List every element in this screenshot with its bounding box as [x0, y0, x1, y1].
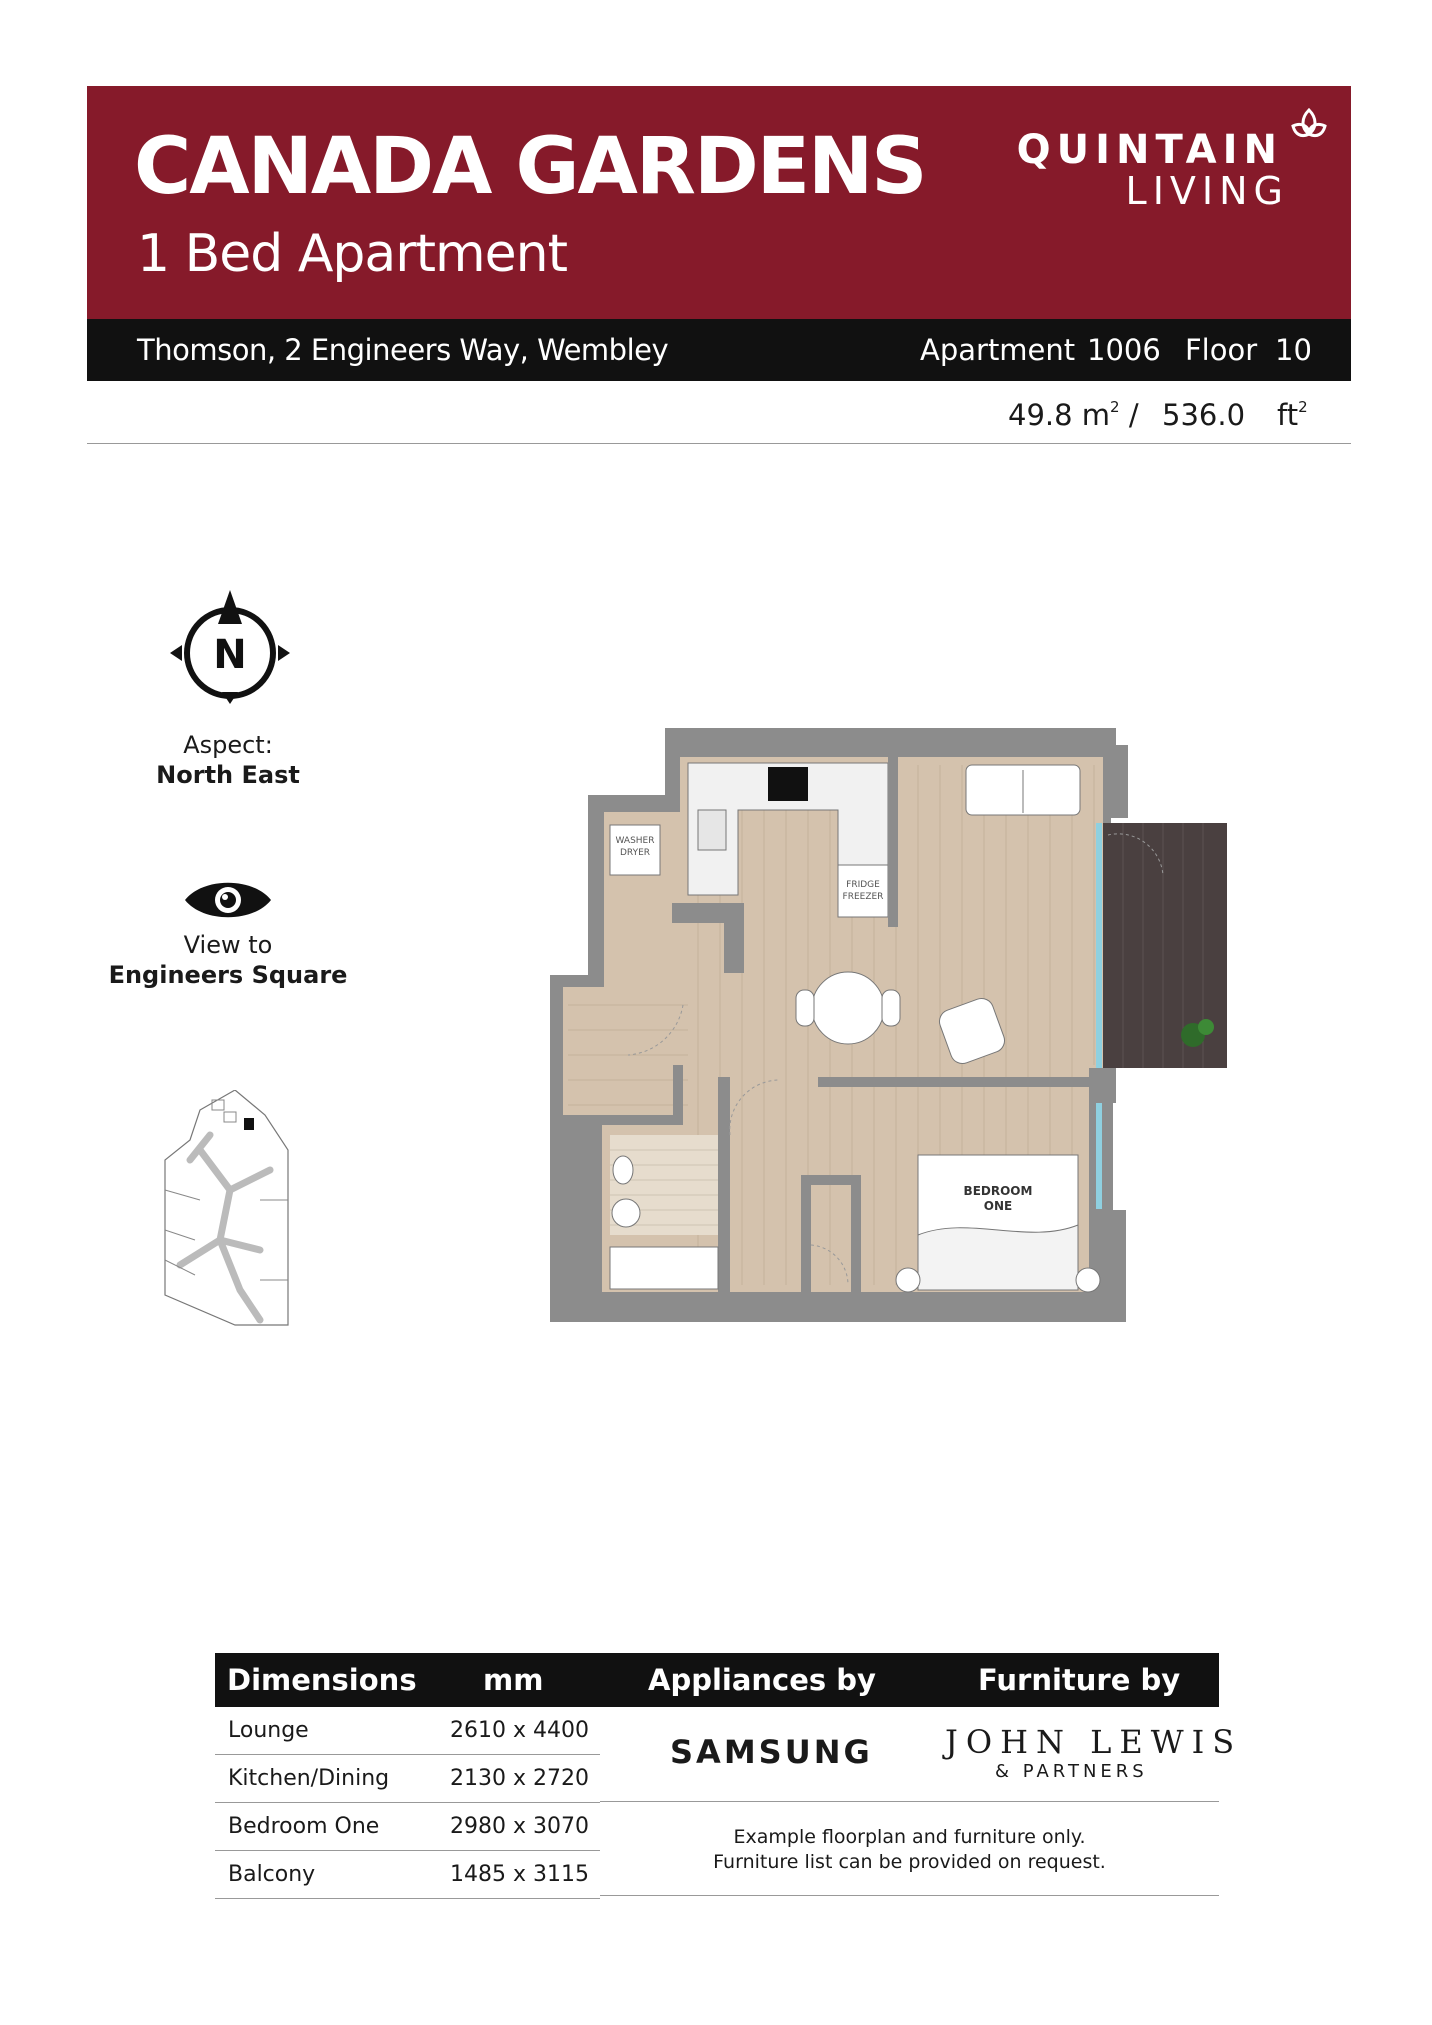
- dryer-label: DRYER: [619, 848, 651, 858]
- brand-subname: LIVING: [1125, 169, 1289, 213]
- view-label: View to: [183, 931, 273, 959]
- compass-icon: [170, 588, 290, 708]
- room-name: Lounge: [228, 1718, 309, 1743]
- header-furniture: Furniture by: [978, 1663, 1181, 1697]
- site-key-plan: [160, 1090, 295, 1330]
- apartment-location-marker: [244, 1118, 254, 1130]
- table-row: [215, 1755, 600, 1803]
- bedroom-label: BEDROOM: [963, 1184, 1033, 1198]
- apartment-number: 1006: [1087, 333, 1161, 367]
- area-sqft-sup: 2: [1298, 398, 1308, 417]
- table-row: [215, 1707, 600, 1755]
- fridge-label: FRIDGE: [846, 880, 880, 890]
- aspect-value: North East: [156, 761, 300, 789]
- room-size: 2610 x 4400: [450, 1718, 589, 1743]
- area-sqft-unit-text: ft: [1277, 398, 1299, 432]
- floor-plan: [548, 725, 1238, 1325]
- header-appliances: Appliances by: [648, 1663, 876, 1697]
- disclaimer-line-2: Furniture list can be provided on request.: [713, 1851, 1106, 1873]
- washer-label: WASHER: [615, 836, 655, 846]
- header-banner: [87, 86, 1351, 319]
- room-name: Kitchen/Dining: [228, 1766, 390, 1791]
- apartment-label: Apartment: [920, 333, 1076, 367]
- freezer-label: FREEZER: [842, 892, 884, 902]
- divider: [600, 1801, 1219, 1802]
- development-title: CANADA GARDENS: [134, 122, 926, 212]
- room-size: 2130 x 2720: [450, 1766, 589, 1791]
- divider: [600, 1895, 1219, 1896]
- table-row: [215, 1803, 600, 1851]
- table-header: [215, 1653, 1219, 1707]
- quintain-logo-icon: [1287, 104, 1331, 148]
- apartment-type: 1 Bed Apartment: [137, 224, 568, 284]
- eye-icon: [183, 875, 273, 925]
- aspect-label: Aspect:: [183, 731, 273, 759]
- brand-name: QUINTAIN: [1016, 127, 1283, 173]
- table-row: [215, 1851, 600, 1899]
- area-line: [87, 398, 1351, 444]
- area-sqm: [1008, 398, 1139, 432]
- area-sqm-unit: m: [1081, 398, 1111, 432]
- area-sqft-value: 536.0: [1162, 398, 1246, 432]
- floor-label: Floor: [1185, 333, 1258, 367]
- area-sqm-value: 49.8: [1008, 398, 1073, 432]
- view-value: Engineers Square: [108, 961, 348, 989]
- john-lewis-logo: JOHN LEWIS: [945, 1723, 1243, 1761]
- bedroom-number-label: ONE: [983, 1199, 1013, 1213]
- room-name: Balcony: [228, 1862, 316, 1887]
- header-mm: mm: [483, 1663, 544, 1697]
- area-sqm-sup: 2: [1110, 398, 1120, 417]
- area-separator: /: [1128, 398, 1139, 432]
- room-size: 1485 x 3115: [450, 1862, 589, 1887]
- disclaimer-line-1: Example floorplan and furniture only.: [733, 1826, 1086, 1848]
- john-lewis-partners: & PARTNERS: [995, 1761, 1148, 1782]
- room-size: 2980 x 3070: [450, 1814, 589, 1839]
- room-name: Bedroom One: [228, 1814, 380, 1839]
- divider: [87, 443, 1351, 444]
- floor-number: 10: [1275, 333, 1312, 367]
- compass-letter: N: [213, 632, 247, 678]
- address: Thomson, 2 Engineers Way, Wembley: [137, 333, 669, 367]
- area-sqft-unit: [1277, 398, 1308, 432]
- info-bar: [87, 319, 1351, 381]
- samsung-logo: SAMSUNG: [670, 1733, 873, 1771]
- header-dimensions: Dimensions: [227, 1663, 417, 1697]
